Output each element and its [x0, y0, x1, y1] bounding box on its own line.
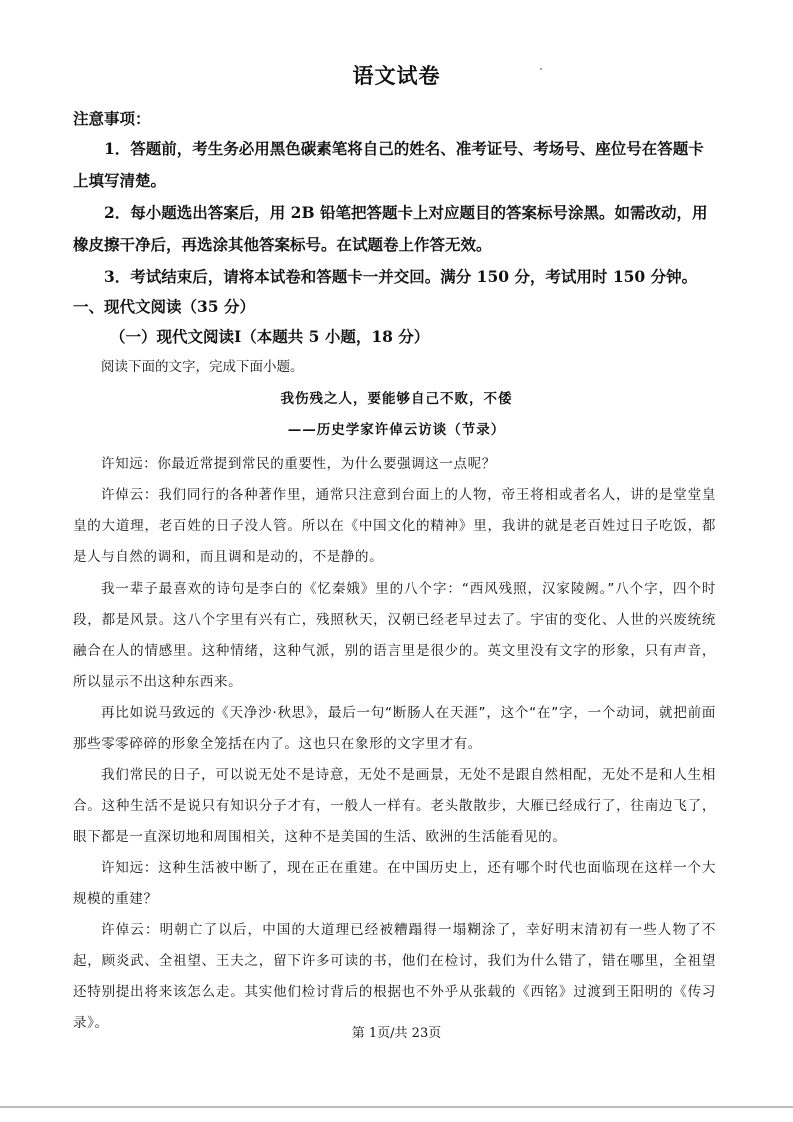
essay-paragraph: 许知远：你最近常提到常民的重要性，为什么要强调这一点呢？ [101, 456, 496, 472]
subsection-heading: （一）现代文阅读Ⅰ（本题共 5 小题，18 分） [110, 327, 430, 346]
scan-speck [540, 68, 542, 70]
essay-title: 我伤残之人，要能够自己不败，不倭 [280, 391, 513, 407]
page-number: 第 1页/共 23页 [351, 1026, 442, 1041]
essay-paragraph: 我一辈子最喜欢的诗句是李白的《忆秦娥》里的八个字：“西风残照，汉家陵阙。”八个字，四个时段，都是风景。这八个字里有兴有亡，残照秋天，汉朝已经老早过去了。宇宙的变化、人世的兴废统统融合在人的情感里。这种情绪，这种气派，别的语言里是很少的。英文里没有文字的形象，只有声音，所以显示不出这种东西来。 [73, 581, 716, 690]
notice-item-1-line-1: 1．答题前，考生务必用黑色碳素笔将自己的姓名、准考证号、考场号、座位号在答题卡 [104, 139, 704, 158]
notice-item-1-line-2: 上填写清楚。 [73, 171, 167, 190]
essay-paragraph: 许倬云：我们同行的各种著作里，通常只注意到台面上的人物，帝王将相或者名人，讲的是堂堂皇皇的大道理，老百姓的日子没人管。所以在《中国文化的精神》里，我讲的就是老百姓过日子吃饭，都是人与自然的调和，而且调和是动的，不是静的。 [73, 487, 716, 565]
essay-paragraph: 我们常民的日子，可以说无处不是诗意，无处不是画景，无处不是跟自然相配，无处不是和人生相合。这种生活不是说只有知识分子才有，一般人一样有。老头散散步，大雁已经成行了，往南边飞了，眼下都是一直深切地和周围相关，这种不是美国的生活、欧洲的生活能看见的。 [73, 767, 716, 845]
notice-item-2-line-1: 2．每小题选出答案后，用 2B 铅笔把答题卡上对应题目的答案标号涂黑。如需改动，用 [104, 203, 708, 222]
section-heading: 一、现代文阅读（35 分） [73, 297, 255, 316]
reading-instruction: 阅读下面的文字，完成下面小题。 [101, 359, 304, 375]
bottom-divider [0, 1106, 793, 1108]
exam-title: 语文试卷 [352, 63, 441, 88]
notice-item-2-line-2: 橡皮擦干净后，再选涂其他答案标号。在试题卷上作答无效。 [73, 235, 492, 254]
notice-item-3: 3．考试结束后，请将本试卷和答题卡一并交回。满分 150 分，考试用时 150 分钟。 [104, 267, 698, 286]
essay-paragraph: 许倬云：明朝亡了以后，中国的大道理已经被糟蹋得一塌糊涂了，幸好明末清初有一些人物了不起，顾炎武、全祖望、王夫之，留下许多可读的书，他们在检讨，我们为什么错了，错在哪里，全祖望还特别提出将来该怎么走。其实他们检讨背后的根据也不外乎从张载的《西铭》过渡到王阳明的《传习录》。 [73, 922, 716, 1031]
essay-paragraph: 许知远：这种生活被中断了，现在正在重建。在中国历史上，还有哪个时代也面临现在这样一个大规模的重建？ [73, 860, 716, 907]
notice-heading: 注意事项： [73, 109, 151, 128]
essay-subtitle: ——历史学家许倬云访谈（节录） [287, 422, 506, 438]
essay-paragraph: 再比如说马致远的《天净沙·秋思》，最后一句“断肠人在天涯”，这个“在”字，一个动词，就把前面那些零零碎碎的形象全笼括在内了。这也只在象形的文字里才有。 [73, 705, 716, 752]
